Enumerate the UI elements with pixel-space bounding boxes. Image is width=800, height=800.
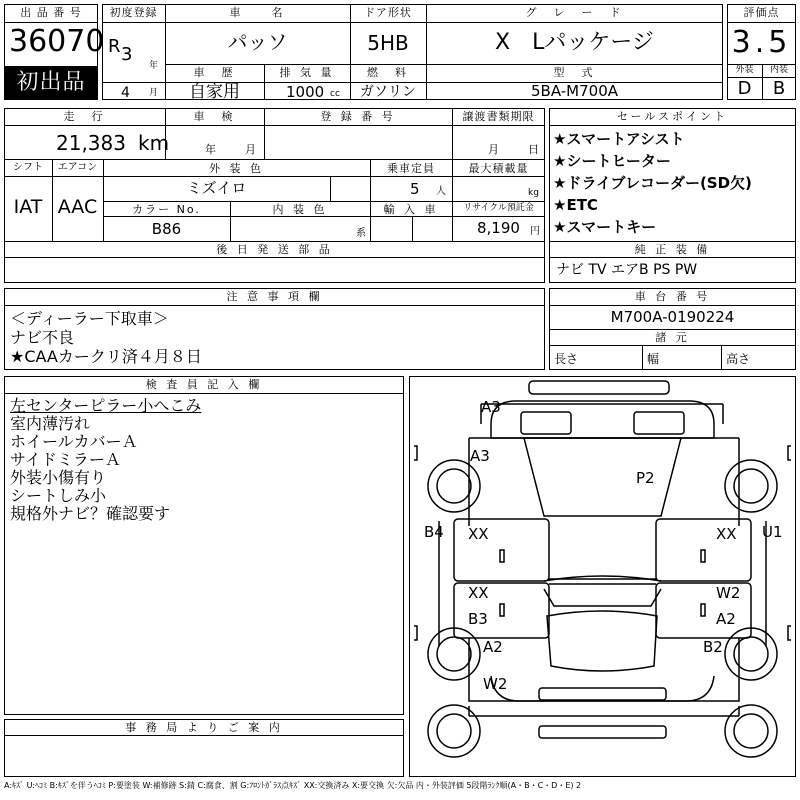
mark-a2-right: A2 — [716, 610, 736, 628]
recycle-unit: 円 — [530, 226, 540, 237]
transfer-day: 日 — [528, 143, 539, 156]
mark-p2: P2 — [636, 469, 655, 487]
lot-number: 36070 — [9, 24, 105, 59]
capacity-label: 乗車定員 — [387, 162, 435, 175]
mark-xx-front-right: XX — [716, 525, 737, 543]
mark-u1: U1 — [762, 523, 783, 541]
grade: X Lパッケージ — [495, 30, 654, 55]
fuel-label: 燃 料 — [367, 66, 409, 79]
office-label: 事 務 局 よ り ご 案 内 — [125, 721, 283, 734]
sales-point-item: ★シートヒーター — [553, 152, 671, 170]
width-label: 幅 — [647, 352, 660, 366]
caution-item: ＜ディーラー下取車＞ — [10, 309, 169, 328]
registration-label: 登 録 番 号 — [320, 110, 396, 123]
era-label: R — [108, 36, 121, 57]
lot-number-label: 出 品 番 号 — [20, 6, 82, 19]
inspector-item: 外装小傷有り — [10, 468, 107, 487]
inspector-item: サイドミラーＡ — [10, 450, 121, 469]
color-label: 外 装 色 — [209, 162, 264, 175]
shift: IAT — [13, 196, 43, 218]
mark-xx-rear-left: XX — [468, 584, 489, 602]
inspector-item: 左センターピラー小へこみ — [10, 396, 202, 415]
fuel: ガソリン — [360, 84, 416, 100]
inspector-item: シートしみ小 — [10, 486, 107, 505]
car-name-label: 車 名 — [229, 6, 286, 19]
inspection-label: 車 検 — [193, 110, 236, 123]
exterior-grade: D — [737, 78, 752, 99]
mark-a3-top: A3 — [481, 398, 501, 416]
ac-label: エアコン — [57, 162, 98, 173]
caution-label: 注 意 事 項 欄 — [226, 290, 323, 303]
inspector-item: 規格外ナビ？確認要す — [10, 504, 171, 523]
car-diagram — [409, 376, 796, 777]
reg-month: 4 — [121, 85, 130, 101]
inspector-label: 検 査 員 記 入 欄 — [145, 378, 263, 391]
displacement-label: 排 気 量 — [279, 66, 335, 79]
inspector-item: ホイールカバーＡ — [10, 432, 138, 451]
sales-point-item: ★スマートキー — [553, 218, 657, 236]
loadcap-label: 最大積載量 — [468, 162, 529, 175]
loadcap-unit: kg — [528, 188, 539, 198]
import-label: 輸 入 車 — [383, 203, 439, 216]
chassis-label: 車 台 番 号 — [634, 290, 711, 303]
chassis-number: M700A-0190224 — [610, 308, 735, 326]
mileage-label: 走 行 — [63, 110, 106, 123]
color-number: B86 — [151, 220, 182, 238]
inspector-item: 室内薄汚れ — [10, 414, 91, 433]
genuine-label: 純 正 装 備 — [634, 243, 711, 256]
sales-point-item: ★ETC — [553, 196, 598, 214]
later-parts-label: 後 日 発 送 部 品 — [216, 243, 333, 256]
mark-b3: B3 — [468, 610, 488, 628]
legend-footer: A:ｷｽﾞ U:ﾍｺﾐ B:ｷｽﾞを伴うﾍｺﾐ P:要塗装 W:補修跡 S:錆 C:腐食、割 G:ﾌﾛﾝﾄｶﾞﾗｽ点ｷｽﾞ XX:交換済み X:要交換 欠:欠品 内・外装評価 5段階ﾗﾝｸ順(A・B・C・D・E) 2 — [4, 781, 582, 790]
door-label: ドア形状 — [364, 6, 412, 19]
specs-label: 諸 元 — [655, 331, 690, 344]
capacity: 5 — [410, 180, 420, 198]
month-unit: 月 — [149, 88, 159, 98]
sales-points-label: セールスポイント — [616, 110, 728, 123]
capacity-unit: 人 — [436, 186, 446, 197]
mark-w2-bottom: W2 — [483, 675, 508, 693]
caution-item: ★CAAカークリ済４月８日 — [10, 347, 202, 366]
transfer-month: 月 — [488, 143, 499, 156]
mark-w2-rear-right: W2 — [716, 584, 741, 602]
model-label: 型 式 — [553, 66, 596, 79]
sales-point-item: ★スマートアシスト — [553, 130, 685, 148]
ac: AAC — [57, 196, 98, 218]
mileage-unit: km — [138, 131, 170, 155]
grade-label: グ レ ー ド — [525, 6, 624, 19]
height-label: 高さ — [726, 352, 751, 366]
car-name: パッソ — [227, 30, 288, 54]
mark-b2: B2 — [703, 638, 723, 656]
mileage: 21,383 — [56, 131, 126, 155]
caution-item: ナビ不良 — [10, 328, 75, 347]
year-unit: 年 — [149, 61, 159, 71]
intcolor-unit: 系 — [356, 228, 366, 239]
mark-b4: B4 — [424, 523, 444, 541]
first-listing-text: 初出品 — [16, 70, 86, 95]
history-label: 車 歴 — [193, 66, 236, 79]
interior-grade: B — [772, 78, 786, 99]
sales-point-item: ★ドライブレコーダー(SD欠) — [553, 174, 752, 192]
interior-label: 内装 — [769, 65, 788, 75]
displacement-unit: cc — [330, 89, 340, 99]
transfer-label: 譲渡書類期限 — [462, 110, 535, 123]
mark-a3-front: A3 — [470, 447, 490, 465]
model-code: 5BA-M700A — [530, 82, 618, 100]
displacement: 1000 — [286, 83, 325, 101]
recycle-fee: 8,190 — [477, 219, 520, 237]
inspection-year: 年 — [205, 143, 216, 156]
first-reg-label: 初度登録 — [109, 6, 158, 19]
colorno-label: カラー No. — [132, 203, 201, 216]
score-label: 評価点 — [743, 6, 780, 19]
body-color: ミズイロ — [186, 179, 247, 197]
door-type: 5HB — [367, 31, 409, 55]
intcolor-label: 内 装 色 — [272, 203, 328, 216]
inspection-month: 月 — [245, 143, 256, 156]
mark-xx-front-left: XX — [468, 525, 489, 543]
history: 自家用 — [189, 82, 240, 102]
genuine-equipment: ナビ TV エアB PS PW — [556, 262, 698, 278]
exterior-label: 外装 — [735, 65, 754, 75]
score: 3.5 — [731, 25, 792, 60]
recycle-label: リサイクル預託金 — [463, 203, 534, 213]
shift-label: シフト — [13, 162, 43, 173]
mark-a2-left: A2 — [483, 638, 503, 656]
length-label: 長さ — [554, 352, 579, 366]
reg-year: 3 — [121, 44, 133, 65]
